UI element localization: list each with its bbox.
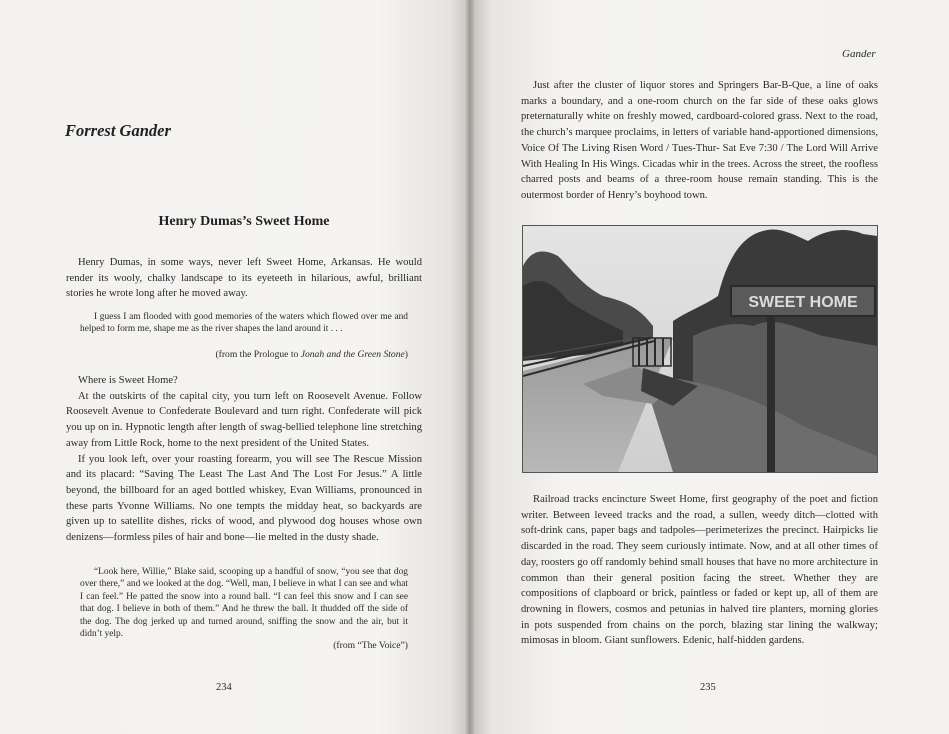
photo-sign-text: SWEET HOME <box>748 294 858 311</box>
source-suffix: ) <box>404 349 408 360</box>
intro-text: Henry Dumas, in some ways, never left Sweet Home, Arkansas. He would render its wooly, chalky landscape to its eyeteeth in hilarious, awful, brilliant stories he wrote long after he moved away. <box>66 257 422 300</box>
paragraph-liquor-stores <box>521 78 878 204</box>
paragraph-look-left: If you look left, over your roasting forearm, you will see The Rescue Mission and its placard: “Saving The Least The Last And The Lost For Jesus.” A little beyond, the billboard for an aged bottled whiskey, Evan Williams, pronounced in these parts Yvonne Williams. No one tempts the midday heat, so backyards are given up to satellite dishes, ricks of wood, and plywood dog houses whose own denizens—formless piles of hair and bone—lie melted in the dusty shade. <box>66 453 422 544</box>
author-name: Forrest Gander <box>65 121 171 140</box>
quote-voice-source: (from “The Voice”) <box>333 640 408 651</box>
photo-railroad-scene <box>523 226 877 472</box>
quote-voice <box>80 566 408 640</box>
sweet-home-photo <box>522 225 878 473</box>
paragraph-railroad-text: Railroad tracks encincture Sweet Home, first geography of the poet and fiction writer. Between leveed tracks and the road, a sullen, weedy ditch—clotted with soft-drink cans, paper bags and tadpoles—perimeterizes the precinct. Hairpicks lie discarded in the road. They seem curiously intimate. Now, and at all other times of day, roosters go off randomly behind small houses that have no more architecture in common than their general position facing the street. Whether they are compositions of clapboard or brick, paintless or faded or kept up, all of them are drowning in flowers, cosmos and petunias in halved tire planters, morning glories in pots suspended from chains on the porch, blazing star lining the walkway; mimosas in bloom. Giant sunflowers. Edenic, half-hidden gardens. <box>521 494 878 647</box>
page-number-left: 234 <box>216 682 232 693</box>
paragraph-outskirts: At the outskirts of the capital city, you turn left on Roosevelt Avenue. Follow Roosevelt Avenue to Confederate Boulevard and turn right. Confederate will pick you up on in. Hypnotic length after length of swag-bellied telephone line stretching away from Little Rock, home to the next president of the United States. <box>66 390 422 449</box>
body-section-directions <box>66 373 422 546</box>
paragraph-question: Where is Sweet Home? <box>78 375 178 386</box>
essay-title: Henry Dumas’s Sweet Home <box>158 214 330 229</box>
page-number-right: 235 <box>700 682 716 693</box>
quote-prologue-source <box>80 349 408 360</box>
quote-prologue <box>80 311 408 336</box>
source-title: Jonah and the Green Stone <box>300 349 405 360</box>
book-gutter <box>466 0 474 734</box>
paragraph-liquor-text: Just after the cluster of liquor stores and Springers Bar-B-Que, a line of oaks marks a boundary, and a one-room church on the far side of these oaks glows preternaturally white on freshly mowed, cardboard-colored grass. Next to the road, the church’s marquee proclaims, in letters of variable hand-apportioned dimensions, Voice Of The Living Risen Word / Tues-Thur- Sat Eve 7:30 / The Lord Will Arrive With Healing In His Wings. Cicadas whir in the trees. Across the street, the roofless charred posts and beams of a three-room house remain standing. This is the outermost border of Henry’s boyhood town. <box>521 80 878 201</box>
source-prefix: (from the Prologue to <box>215 349 301 360</box>
running-head: Gander <box>842 48 876 60</box>
paragraph-railroad <box>521 492 878 649</box>
quote-prologue-text: I guess I am flooded with good memories of the waters which flowed over me and helped to form me, shape me as the river shapes the land around it . . . <box>80 312 408 335</box>
quote-voice-text: “Look here, Willie,” Blake said, scooping up a handful of snow, “you see that dog over there,” and we looked at the dog. “Well, man, I believe in what I can see and what I can feel.” He patted the snow into a round ball. “I can feel this snow and I can see that dog. I believe in both of them.” And he threw the ball. It thudded off the side of the dog. The dog jerked up and turned around, sniffing the snow and the air, but it didn’t yelp. <box>80 567 408 640</box>
intro-paragraph <box>66 255 422 302</box>
